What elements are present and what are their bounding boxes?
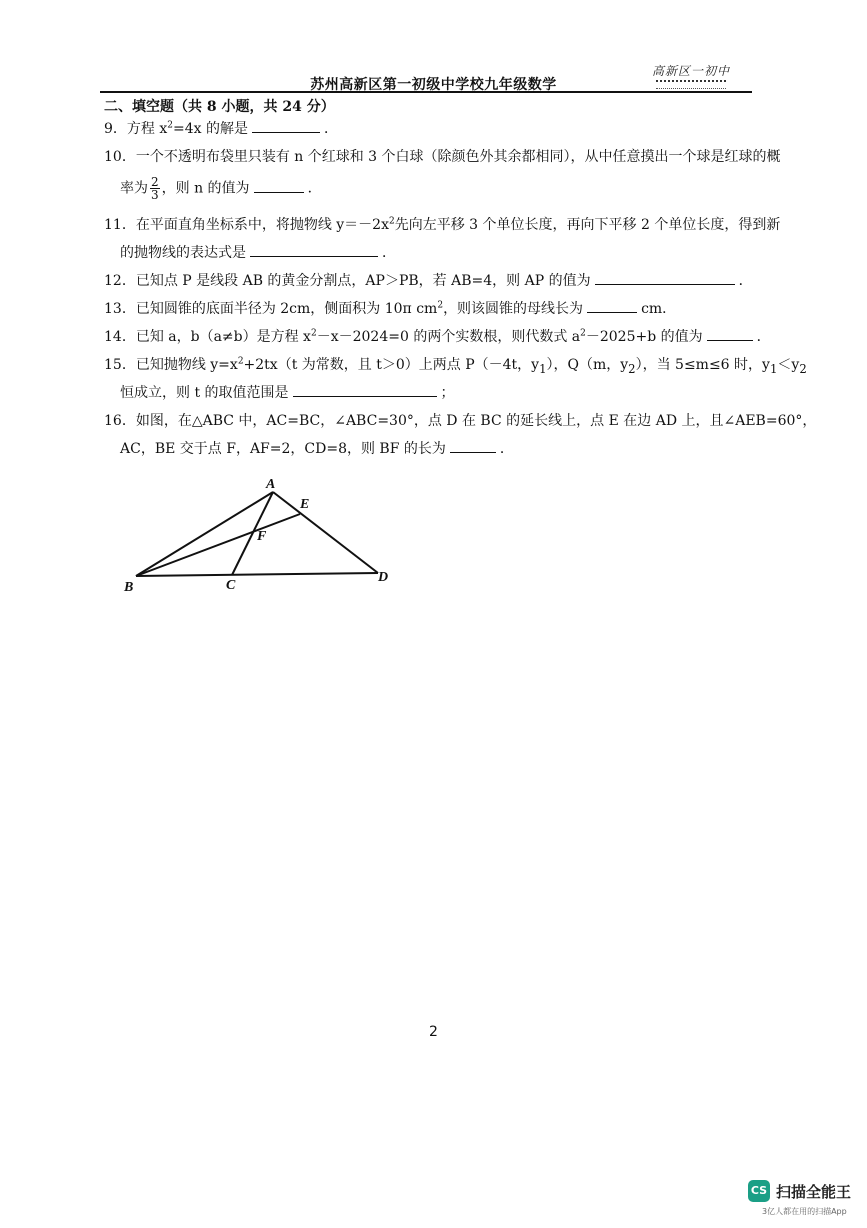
- segment-bd: [136, 573, 378, 576]
- handwritten-stamp: 高新区一初中: [652, 64, 731, 78]
- question-9: 9．方程 $x^2=4x$ 的解是 ．: [104, 120, 338, 137]
- answer-blank-9[interactable]: [252, 119, 320, 133]
- header-divider: [100, 91, 752, 93]
- triangle-figure: [120, 470, 420, 605]
- question-12: 12．已知点 P 是线段 AB 的黄金分割点，AP＞PB，若 AB=4，则 AP 的值为 ．: [104, 273, 753, 289]
- answer-blank-16[interactable]: [450, 439, 496, 453]
- question-10-line2: 率为 $\frac{2}{3}$ ，则 n 的值为 ．: [120, 175, 322, 202]
- question-16-line2: AC，BE 交于点 F，AF=2，CD=8，则 BF 的长为 ．: [120, 441, 514, 457]
- label-a: A: [266, 477, 276, 492]
- scanner-tagline: 3亿人都在用的扫描App: [762, 1207, 847, 1216]
- question-10-line1: 10．一个不透明布袋里只装有 n 个红球和 3 个白球（除颜色外其余都相同），从中任意摸出一个球是红球的概: [104, 149, 781, 165]
- answer-blank-15[interactable]: [293, 383, 437, 397]
- label-c: C: [226, 578, 236, 593]
- question-11-line2: 的抛物线的表达式是 ．: [120, 245, 396, 261]
- fraction-two-thirds: $\frac{2}{3}$: [151, 175, 159, 202]
- question-15-line2: 恒成立，则 t 的取值范围是 ；: [120, 385, 455, 401]
- answer-blank-13[interactable]: [587, 299, 637, 313]
- question-16-line1: 16．如图，在△ABC 中，AC=BC，∠ABC=30°，点 D 在 BC 的延长线上，点 E 在边 AD 上，且∠AEB=60°，: [104, 413, 817, 429]
- label-f: F: [257, 529, 267, 544]
- scanner-app-name: 扫描全能王: [776, 1183, 852, 1201]
- label-b: B: [124, 580, 134, 595]
- camscanner-logo-icon: CS: [748, 1180, 770, 1202]
- exam-header-title: 苏州高新区第一初级中学校九年级数学: [310, 77, 557, 93]
- question-15-line1: 15．已知抛物线 $y=x^2+2tx(t$ 为常数，且 t＞0）上两点 P（－4t，$y_1$），Q（m，$y_2$），当 5≤m≤6 时，$y_1<y_2$: [104, 356, 807, 376]
- page-number: 2: [429, 1024, 438, 1040]
- answer-blank-10[interactable]: [254, 179, 304, 193]
- section-title: 二、填空题（共 8 小题，共 24 分）: [104, 99, 335, 115]
- segment-be: [136, 514, 300, 576]
- question-13: 13．已知圆锥的底面半径为 2cm，侧面积为 10π $cm^2$，则该圆锥的母线长为 cm．: [104, 300, 677, 317]
- stamp-marks: [656, 80, 726, 89]
- segment-ad: [273, 492, 378, 573]
- answer-blank-12[interactable]: [595, 271, 735, 285]
- answer-blank-11[interactable]: [250, 243, 378, 257]
- question-14: 14．已知 a，b（a≠b）是方程 $x^2-x-2024=0$ 的两个实数根，则代数式 $a^2-2025+b$ 的值为 ．: [104, 328, 771, 345]
- answer-blank-14[interactable]: [707, 327, 753, 341]
- question-11-line1: 11．在平面直角坐标系中，将抛物线 $y=-2x^2$先向左平移 3 个单位长度，再向下平移 2 个单位长度，得到新: [104, 216, 781, 233]
- label-e: E: [300, 497, 310, 512]
- label-d: D: [378, 570, 389, 585]
